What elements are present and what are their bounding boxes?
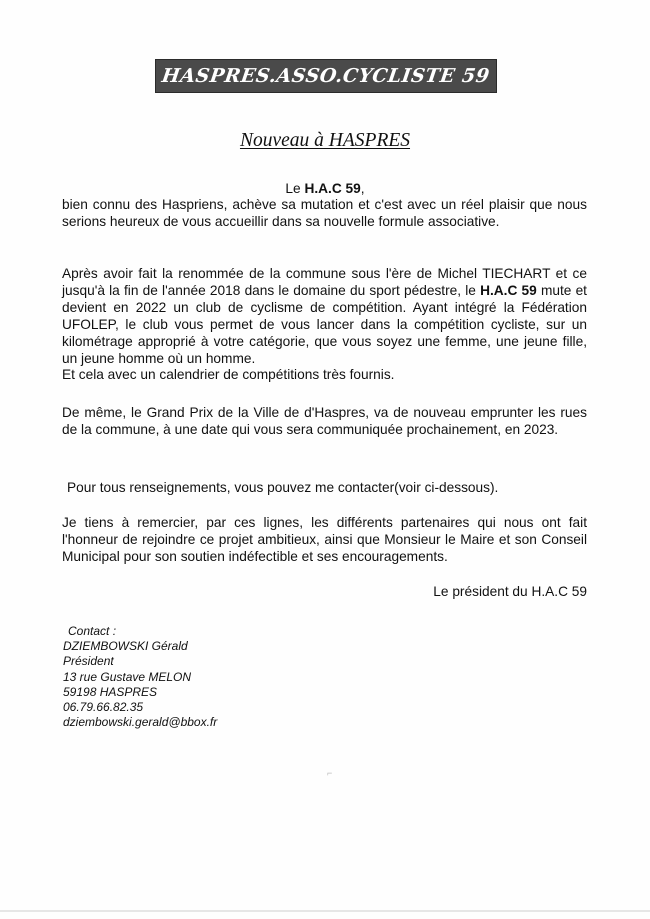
paragraph-thanks: Je tiens à remercier, par ces lignes, les différents partenaires qui nous ont fait l'honneur de rejoindre ce projet ambitieux, ainsi que Monsieur le Maire et son Conseil Municipal pour son soutien indéfectible et ses encouragements. <box>62 515 587 564</box>
scan-speck: ⌐ <box>327 768 333 778</box>
paragraph-grand-prix: De même, le Grand Prix de la Ville de d'Haspres, va de nouveau emprunter les rues de la commune, à une date qui vous sera communiquée prochainement, en 2023. <box>62 405 587 437</box>
contact-name: DZIEMBOWSKI Gérald <box>63 639 188 654</box>
intro-suffix: , <box>360 181 365 196</box>
contact-street: 13 rue Gustave MELON <box>63 669 192 684</box>
contact-email: dziembowski.gerald@bbox.fr <box>63 715 218 730</box>
paragraph-contact-info: Pour tous renseignements, vous pouvez me contacter(voir ci-dessous). <box>67 480 499 495</box>
contact-role: Président <box>63 654 114 669</box>
page-title: Nouveau à HASPRES <box>239 130 411 151</box>
contact-block <box>63 624 217 730</box>
club-banner <box>155 59 497 93</box>
history-club-name: H.A.C 59 <box>480 282 537 298</box>
intro-line <box>0 180 650 197</box>
contact-label: Contact : <box>68 624 117 638</box>
signature: Le président du H.A.C 59 <box>433 584 587 599</box>
banner-text: HASPRES.ASSO.CYCLISTE 59 <box>160 65 492 87</box>
history-text-1: Après avoir fait la renommée de la commune sous l'ère de Michel TIECHART et ce jusqu'à la fin de l'année 2018 dans le domaine du sport pédestre, le <box>62 266 587 298</box>
paragraph-history <box>62 266 587 384</box>
paragraph-welcome: bien connu des Haspriens, achève sa mutation et c'est avec un réel plaisir que nous serions heureux de vous accueillir dans sa nouvelle formule associative. <box>62 197 587 229</box>
intro-club-name: H.A.C 59 <box>304 181 361 196</box>
scan-edge-line <box>0 910 650 912</box>
intro-prefix: Le <box>285 181 305 196</box>
contact-phone: 06.79.66.82.35 <box>63 700 144 715</box>
history-text-2: mute et devient en 2022 un club de cyclisme de compétition. Ayant intégré la Fédération UFOLEP, le club vous permet de vous lancer dans la compétition cycliste, sur un kilométrage approprié à votre catégorie, que vous soyez une femme, une jeune fille, un jeune homme où un homme. <box>62 282 587 366</box>
contact-city: 59198 HASPRES <box>63 684 158 699</box>
history-text-last: Et cela avec un calendrier de compétitions très fournis. <box>62 367 395 383</box>
